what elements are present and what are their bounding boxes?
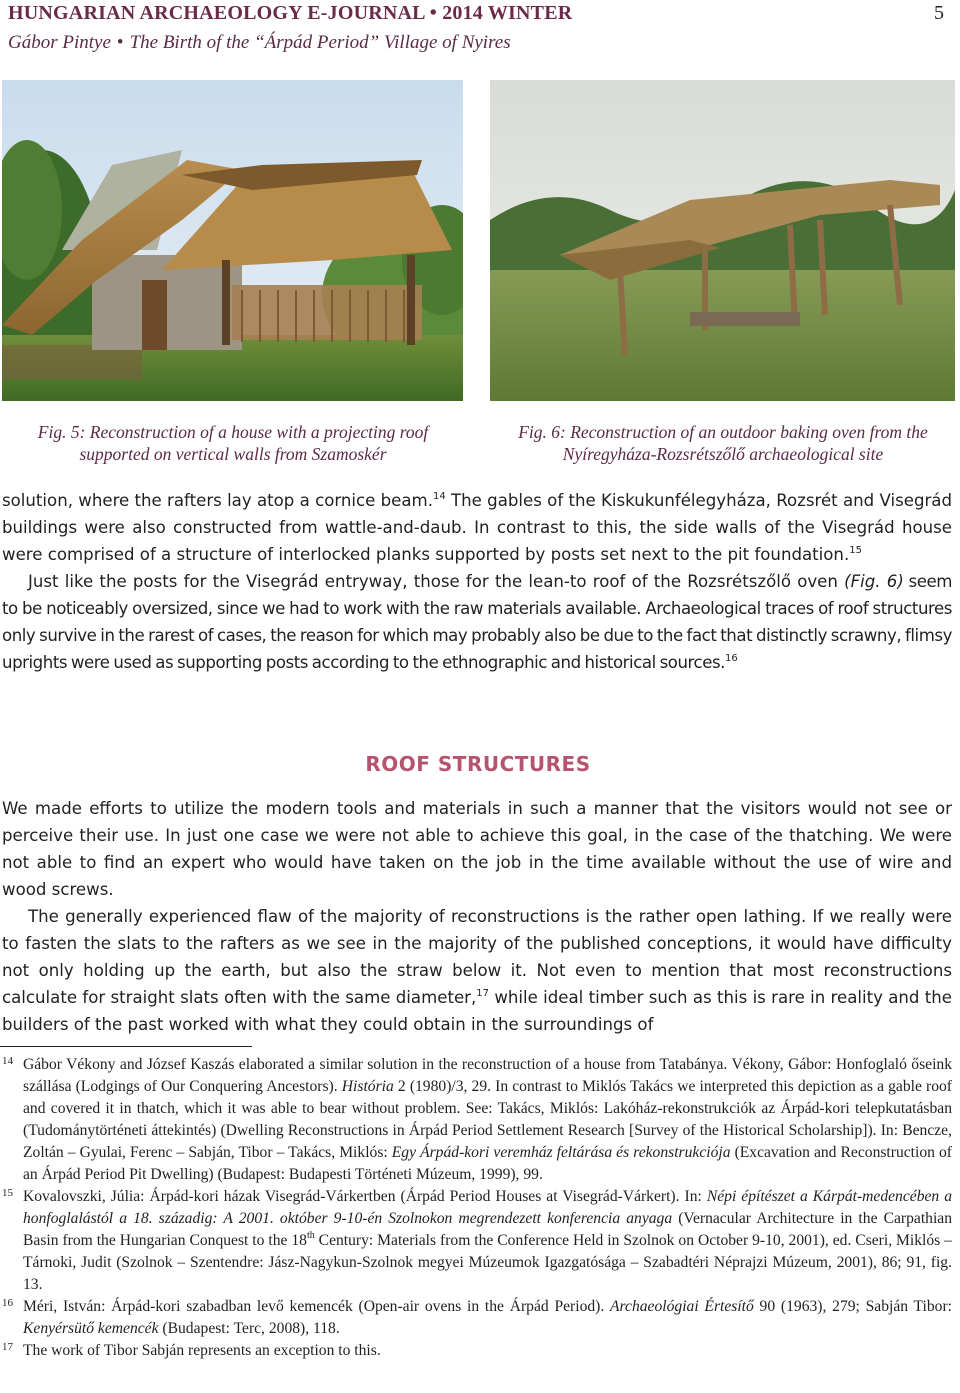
footnote-number: 16 <box>2 1297 13 1309</box>
footnotes <box>2 1054 952 1362</box>
footnote-16: 16 Méri, István: Árpád-kori szabadban levő kemencék (Open-air ovens in the Árpád Period). Archaeológiai Értesítő 90 (1963), 279; Sabján Tibor: Kenyérsütő kemencék (Budapest: Terc, 2008), 118. <box>2 1296 952 1340</box>
footnote-14: 14 Gábor Vékony and József Kaszás elaborated a similar solution in the reconstruction of a house from Tatabánya. Vékony, Gábor: Honfoglaló őseink szállása (Lodgings of Our Conquering Ancestors). História 2 (1980)/3, 29. In contrast to Miklós Takács we interpreted this depiction as a gable roof and covered it in thatch, which it was able to bear without problem. See: Takács, Miklós: Lakóház-rekonstrukciók az Árpád-kori telepkutatásban (Tudománytörténeti áttekintés) (Dwelling Reconstructions in Árpád Period Settlement Research [Survey of the Historical Scholarship]). In: Bencze, Zoltán – Gyulai, Ferenc – Sabján, Tibor – Takács, Miklós: Egy Árpád-kori veremház feltárása és rekonstrukciója (Excavation and Reconstruction of an Árpád Period Pit Dwelling) (Budapest: Budapesti Történeti Múzeum, 1999), 99. <box>2 1054 952 1186</box>
page-number: 5 <box>934 2 944 24</box>
journal-header: HUNGARIAN ARCHAEOLOGY E-JOURNAL • 2014 WINTER <box>8 2 573 24</box>
figure-6-photo <box>490 80 955 401</box>
author-name: Gábor Pintye <box>8 32 111 53</box>
footnote-17: 17 The work of Tibor Sabján represents an exception to this. <box>2 1340 952 1362</box>
bullet-separator: • <box>116 32 124 53</box>
figure-reference: (Fig. 6) <box>844 572 904 591</box>
section-heading: ROOF STRUCTURES <box>365 752 591 776</box>
figure-6-caption: Fig. 6: Reconstruction of an outdoor baking oven from the Nyíregyháza-Rozsrétszőlő archaeological site <box>518 422 928 464</box>
footnote-ref[interactable]: 16 <box>725 653 738 664</box>
paragraph: We made efforts to utilize the modern tools and materials in such a manner that the visitors would not see or perceive their use. In just one case we were not able to achieve this goal, in the case of the thatching. We were not able to find an expert who would have taken on the job in the time available without the use of wire and wood screws. <box>2 799 952 899</box>
figure-5-photo <box>2 80 463 401</box>
footnote-number: 15 <box>2 1187 13 1199</box>
running-header <box>8 32 511 54</box>
figure-5-caption: Fig. 5: Reconstruction of a house with a projecting roof supported on vertical walls from Szamoskér <box>37 422 429 464</box>
footnote-ref[interactable]: 17 <box>476 988 490 999</box>
footnote-ref[interactable]: 14 <box>433 491 446 502</box>
paragraph: Just like the posts for the Visegrád entryway, those for the lean-to roof of the Rozsrétszőlő oven (Fig. 6) seem to be noticeably oversized, since we had to work with the raw materials available. Archaeological traces of roof structures only survive in the rarest of cases, the reason for which may probably also be due to the fact that distinctly scrawny, flimsy uprights were used as supporting posts according to the ethnographic and historical sources.$^{16}$ <box>2 572 952 672</box>
paragraph: solution, where the rafters lay atop a cornice beam.$^{14}$ The gables of the Kiskukunfélegyháza, Rozsrét and Visegrád buildings were also constructed from wattle-and-daub. In contrast to this, the side walls of the Visegrád house were comprised of a structure of interlocked planks supported by posts set next to the pit foundation.$^{15}$ <box>2 491 952 564</box>
footnote-15: 15 Kovalovszki, Júlia: Árpád-kori házak Visegrád-Várkertben (Árpád Period Houses at Visegrád-Várkert). In: Népi építészet a Kárpát-medencében a honfoglalástól a 18. századig: A 2001. október 9-10-én Szolnokon megrendezett konferencia anyaga (Vernacular Architecture in the Carpathian Basin from the Hungarian Conquest to the 18th Century: Materials from the Conference Held in Szolnok on October 9-10, 2001), ed. Cseri, Miklós – Tárnoki, Judit (Szolnok – Szentendre: Jász-Nagykun-Szolnok megyei Múzeumok Igazgatósága – Szabadtéri Néprajzi Múzeum, 2001), 86; 91, fig. 13. <box>2 1186 952 1296</box>
footnote-ref[interactable]: 15 <box>849 545 862 556</box>
footnote-divider <box>0 1046 252 1047</box>
footnote-number: 17 <box>2 1341 13 1353</box>
footnote-number: 14 <box>2 1055 13 1067</box>
article-title: The Birth of the “Árpád Period” Village of Nyires <box>129 32 511 53</box>
body-text-upper <box>2 487 952 676</box>
body-text-lower <box>2 795 952 1038</box>
paragraph: The generally experienced flaw of the majority of reconstructions is the rather open lathing. If we really were to fasten the slats to the rafters as we see in the majority of the published conceptions, it would have difficulty not only holding up the earth, but also the straw below it. Not even to mention that most reconstructions calculate for straight slats often with the same diameter,$^{17}$ while ideal timber such as this is rare in reality and the builders of the past worked with what they could obtain in the surroundings of <box>2 907 952 1034</box>
